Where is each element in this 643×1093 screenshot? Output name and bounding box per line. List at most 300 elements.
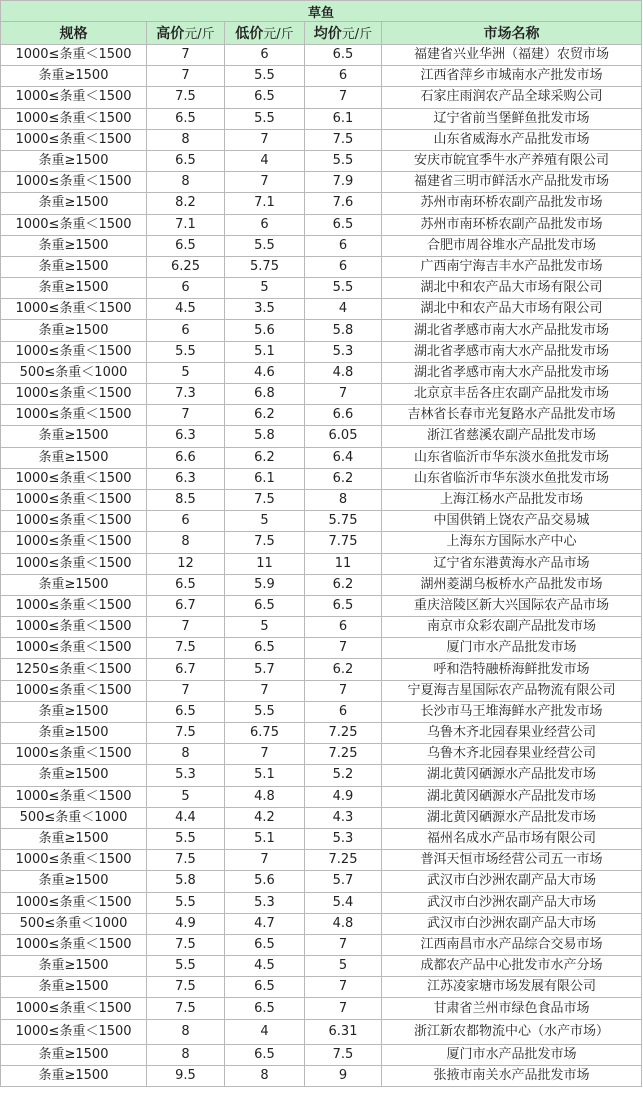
cell-avg-price: 6	[305, 235, 382, 256]
cell-high-price: 7.5	[147, 934, 225, 955]
cell-low-price: 5.8	[225, 426, 305, 447]
cell-market: 辽宁省东港黄海水产品市场	[382, 553, 642, 574]
table-row	[1, 998, 642, 1019]
table-row	[1, 489, 642, 510]
table-row	[1, 278, 642, 299]
table-row	[1, 807, 642, 828]
cell-avg-price: 6.2	[305, 468, 382, 489]
table-row	[1, 723, 642, 744]
cell-low-price: 7	[225, 680, 305, 701]
cell-avg-price: 7.5	[305, 1044, 382, 1065]
cell-avg-price: 4	[305, 299, 382, 320]
table-row	[1, 934, 642, 955]
cell-avg-price: 6.5	[305, 214, 382, 235]
cell-avg-price: 6.05	[305, 426, 382, 447]
cell-high-price: 8	[147, 172, 225, 193]
cell-spec: 条重≥1500	[1, 723, 147, 744]
cell-avg-price: 7.25	[305, 723, 382, 744]
table-row	[1, 595, 642, 616]
cell-spec: 条重≥1500	[1, 977, 147, 998]
cell-spec: 1000≤条重＜1500	[1, 934, 147, 955]
table-row	[1, 426, 642, 447]
cell-avg-price: 7.75	[305, 532, 382, 553]
cell-market: 厦门市水产品批发市场	[382, 638, 642, 659]
cell-low-price: 6.5	[225, 934, 305, 955]
cell-avg-price: 4.9	[305, 786, 382, 807]
table-row	[1, 362, 642, 383]
table-row	[1, 150, 642, 171]
table-row	[1, 913, 642, 934]
cell-avg-price: 6.2	[305, 574, 382, 595]
cell-market: 湖北中和农产品大市场有限公司	[382, 299, 642, 320]
table-row	[1, 468, 642, 489]
cell-avg-price: 4.3	[305, 807, 382, 828]
cell-low-price: 7	[225, 129, 305, 150]
cell-high-price: 4.4	[147, 807, 225, 828]
cell-spec: 条重≥1500	[1, 235, 147, 256]
cell-spec: 条重≥1500	[1, 574, 147, 595]
cell-high-price: 5	[147, 786, 225, 807]
cell-high-price: 8	[147, 1044, 225, 1065]
table-row	[1, 744, 642, 765]
table-body	[1, 45, 642, 1087]
header-high-unit: 元/斤	[184, 27, 215, 42]
cell-high-price: 8.5	[147, 489, 225, 510]
cell-market: 长沙市马王堆海鲜水产批发市场	[382, 701, 642, 722]
table-row	[1, 871, 642, 892]
cell-high-price: 12	[147, 553, 225, 574]
header-low-unit: 元/斤	[263, 27, 294, 42]
cell-market: 成都农产品中心批发市水产分场	[382, 956, 642, 977]
cell-market: 安庆市皖宜季牛水产养殖有限公司	[382, 150, 642, 171]
cell-spec: 条重≥1500	[1, 320, 147, 341]
table-row	[1, 511, 642, 532]
cell-market: 浙江新农都物流中心（水产市场）	[382, 1019, 642, 1044]
cell-low-price: 8	[225, 1065, 305, 1086]
cell-market: 张掖市南关水产品批发市场	[382, 1065, 642, 1086]
table-row	[1, 214, 642, 235]
cell-avg-price: 7	[305, 998, 382, 1019]
cell-market: 湖北黄冈硒源水产品批发市场	[382, 786, 642, 807]
table-row	[1, 172, 642, 193]
cell-spec: 条重≥1500	[1, 701, 147, 722]
cell-market: 山东省临沂市华东淡水鱼批发市场	[382, 468, 642, 489]
cell-market: 厦门市水产品批发市场	[382, 1044, 642, 1065]
cell-high-price: 7.5	[147, 87, 225, 108]
cell-market: 浙江省慈溪农副产品批发市场	[382, 426, 642, 447]
cell-low-price: 6	[225, 214, 305, 235]
cell-avg-price: 6	[305, 256, 382, 277]
cell-spec: 500≤条重＜1000	[1, 807, 147, 828]
cell-low-price: 4.5	[225, 956, 305, 977]
cell-avg-price: 6.5	[305, 595, 382, 616]
cell-market: 苏州市南环桥农副产品批发市场	[382, 214, 642, 235]
cell-market: 福建省三明市鲜活水产品批发市场	[382, 172, 642, 193]
cell-spec: 1250≤条重＜1500	[1, 659, 147, 680]
cell-market: 苏州市南环桥农副产品批发市场	[382, 193, 642, 214]
cell-high-price: 7.5	[147, 638, 225, 659]
cell-market: 呼和浩特融桥海鲜批发市场	[382, 659, 642, 680]
cell-high-price: 7.1	[147, 214, 225, 235]
cell-spec: 条重≥1500	[1, 1065, 147, 1086]
cell-spec: 条重≥1500	[1, 150, 147, 171]
cell-high-price: 5.5	[147, 956, 225, 977]
cell-high-price: 6.25	[147, 256, 225, 277]
cell-avg-price: 4.8	[305, 362, 382, 383]
cell-spec: 1000≤条重＜1500	[1, 129, 147, 150]
cell-high-price: 7	[147, 680, 225, 701]
header-market-label: 市场名称	[483, 26, 540, 42]
cell-high-price: 7.3	[147, 384, 225, 405]
cell-low-price: 6	[225, 45, 305, 66]
table-title: 草鱼	[1, 1, 642, 22]
cell-spec: 1000≤条重＜1500	[1, 998, 147, 1019]
cell-low-price: 6.8	[225, 384, 305, 405]
cell-spec: 1000≤条重＜1500	[1, 511, 147, 532]
cell-low-price: 5.1	[225, 828, 305, 849]
cell-market: 江西南昌市水产品综合交易市场	[382, 934, 642, 955]
cell-spec: 条重≥1500	[1, 447, 147, 468]
cell-avg-price: 7	[305, 638, 382, 659]
cell-high-price: 7.5	[147, 723, 225, 744]
cell-low-price: 6.1	[225, 468, 305, 489]
cell-avg-price: 5.3	[305, 341, 382, 362]
header-spec-label: 规格	[59, 26, 88, 42]
table-row	[1, 384, 642, 405]
cell-low-price: 7.5	[225, 489, 305, 510]
cell-low-price: 6.5	[225, 998, 305, 1019]
cell-low-price: 6.5	[225, 1044, 305, 1065]
table-row	[1, 574, 642, 595]
table-row	[1, 1065, 642, 1086]
cell-avg-price: 7	[305, 977, 382, 998]
cell-market: 中国供销上饶农产品交易城	[382, 511, 642, 532]
cell-high-price: 5.5	[147, 892, 225, 913]
cell-high-price: 4.9	[147, 913, 225, 934]
cell-market: 湖北中和农产品大市场有限公司	[382, 278, 642, 299]
cell-spec: 1000≤条重＜1500	[1, 595, 147, 616]
cell-market: 山东省威海水产品批发市场	[382, 129, 642, 150]
cell-market: 乌鲁木齐北园春果业经营公司	[382, 723, 642, 744]
cell-market: 江西省萍乡市城南水产批发市场	[382, 66, 642, 87]
cell-avg-price: 6.2	[305, 659, 382, 680]
cell-spec: 1000≤条重＜1500	[1, 1019, 147, 1044]
table-row	[1, 87, 642, 108]
cell-spec: 1000≤条重＜1500	[1, 617, 147, 638]
cell-low-price: 5.1	[225, 341, 305, 362]
cell-high-price: 7	[147, 45, 225, 66]
header-low-label: 低价	[235, 26, 264, 42]
cell-spec: 500≤条重＜1000	[1, 362, 147, 383]
cell-market: 广西南宁海吉丰水产品批发市场	[382, 256, 642, 277]
cell-market: 北京京丰岳各庄农副产品批发市场	[382, 384, 642, 405]
cell-low-price: 7	[225, 744, 305, 765]
cell-low-price: 7.5	[225, 532, 305, 553]
cell-low-price: 7	[225, 850, 305, 871]
header-avg-price	[305, 22, 382, 45]
cell-avg-price: 7.5	[305, 129, 382, 150]
cell-low-price: 5.1	[225, 765, 305, 786]
table-row	[1, 680, 642, 701]
cell-low-price: 4.6	[225, 362, 305, 383]
cell-avg-price: 9	[305, 1065, 382, 1086]
cell-market: 武汉市白沙洲农副产品大市场	[382, 913, 642, 934]
table-row	[1, 1019, 642, 1044]
cell-avg-price: 7.25	[305, 850, 382, 871]
cell-low-price: 6.5	[225, 595, 305, 616]
table-title-row	[1, 1, 642, 22]
cell-avg-price: 5.5	[305, 150, 382, 171]
table-row	[1, 66, 642, 87]
table-row	[1, 850, 642, 871]
cell-high-price: 6.5	[147, 150, 225, 171]
cell-spec: 条重≥1500	[1, 871, 147, 892]
table-header-row	[1, 22, 642, 45]
cell-low-price: 5.6	[225, 871, 305, 892]
cell-spec: 条重≥1500	[1, 193, 147, 214]
table-row	[1, 553, 642, 574]
cell-spec: 1000≤条重＜1500	[1, 299, 147, 320]
cell-low-price: 5.9	[225, 574, 305, 595]
cell-market: 武汉市白沙洲农副产品大市场	[382, 871, 642, 892]
table-row	[1, 447, 642, 468]
table-row	[1, 256, 642, 277]
cell-avg-price: 5.8	[305, 320, 382, 341]
cell-high-price: 8	[147, 744, 225, 765]
cell-market: 吉林省长春市光复路水产品批发市场	[382, 405, 642, 426]
cell-low-price: 5.7	[225, 659, 305, 680]
cell-high-price: 7.5	[147, 998, 225, 1019]
header-market	[382, 22, 642, 45]
table-row	[1, 108, 642, 129]
cell-avg-price: 8	[305, 489, 382, 510]
cell-spec: 条重≥1500	[1, 256, 147, 277]
cell-market: 宁夏海吉星国际农产品物流有限公司	[382, 680, 642, 701]
cell-low-price: 4.8	[225, 786, 305, 807]
cell-high-price: 8	[147, 532, 225, 553]
cell-avg-price: 6.1	[305, 108, 382, 129]
cell-avg-price: 7	[305, 87, 382, 108]
cell-spec: 条重≥1500	[1, 1044, 147, 1065]
cell-low-price: 4.7	[225, 913, 305, 934]
cell-spec: 1000≤条重＜1500	[1, 468, 147, 489]
cell-avg-price: 6.4	[305, 447, 382, 468]
cell-high-price: 7.5	[147, 977, 225, 998]
cell-high-price: 7	[147, 617, 225, 638]
header-high-label: 高价	[156, 26, 185, 42]
cell-spec: 1000≤条重＜1500	[1, 172, 147, 193]
cell-low-price: 5.5	[225, 701, 305, 722]
cell-market: 福州名成水产品市场有限公司	[382, 828, 642, 849]
table-row	[1, 828, 642, 849]
cell-avg-price: 5.3	[305, 828, 382, 849]
cell-market: 乌鲁木齐北园春果业经营公司	[382, 744, 642, 765]
cell-low-price: 5	[225, 511, 305, 532]
cell-high-price: 6.3	[147, 426, 225, 447]
table-row	[1, 45, 642, 66]
header-avg-unit: 元/斤	[341, 27, 373, 42]
table-row	[1, 532, 642, 553]
cell-avg-price: 6.31	[305, 1019, 382, 1044]
cell-avg-price: 7	[305, 384, 382, 405]
cell-low-price: 7	[225, 172, 305, 193]
table-row	[1, 617, 642, 638]
cell-avg-price: 7.9	[305, 172, 382, 193]
cell-low-price: 5	[225, 617, 305, 638]
cell-low-price: 6.2	[225, 447, 305, 468]
cell-low-price: 3.5	[225, 299, 305, 320]
cell-low-price: 11	[225, 553, 305, 574]
header-spec	[1, 22, 147, 45]
table-row	[1, 659, 642, 680]
cell-low-price: 5.5	[225, 108, 305, 129]
cell-avg-price: 6.6	[305, 405, 382, 426]
cell-low-price: 6.5	[225, 638, 305, 659]
cell-market: 重庆涪陵区新大兴国际农产品市场	[382, 595, 642, 616]
cell-high-price: 4.5	[147, 299, 225, 320]
cell-low-price: 6.2	[225, 405, 305, 426]
cell-high-price: 5.3	[147, 765, 225, 786]
cell-avg-price: 6	[305, 66, 382, 87]
cell-low-price: 5.5	[225, 66, 305, 87]
cell-spec: 1000≤条重＜1500	[1, 384, 147, 405]
cell-spec: 条重≥1500	[1, 956, 147, 977]
cell-high-price: 6	[147, 511, 225, 532]
cell-avg-price: 4.8	[305, 913, 382, 934]
cell-avg-price: 6.5	[305, 45, 382, 66]
cell-market: 辽宁省前当堡鲜鱼批发市场	[382, 108, 642, 129]
cell-high-price: 6.6	[147, 447, 225, 468]
cell-spec: 1000≤条重＜1500	[1, 786, 147, 807]
cell-high-price: 7	[147, 405, 225, 426]
cell-high-price: 8	[147, 129, 225, 150]
table-row	[1, 977, 642, 998]
table-row	[1, 405, 642, 426]
table-row	[1, 235, 642, 256]
cell-avg-price: 5	[305, 956, 382, 977]
cell-market: 合肥市周谷堆水产品批发市场	[382, 235, 642, 256]
cell-spec: 1000≤条重＜1500	[1, 405, 147, 426]
cell-spec: 1000≤条重＜1500	[1, 87, 147, 108]
cell-spec: 1000≤条重＜1500	[1, 532, 147, 553]
cell-low-price: 4.2	[225, 807, 305, 828]
cell-market: 湖北省孝感市南大水产品批发市场	[382, 320, 642, 341]
cell-high-price: 8	[147, 1019, 225, 1044]
cell-avg-price: 7.6	[305, 193, 382, 214]
cell-low-price: 7.1	[225, 193, 305, 214]
header-low-price	[225, 22, 305, 45]
cell-high-price: 5	[147, 362, 225, 383]
cell-high-price: 6.5	[147, 701, 225, 722]
cell-avg-price: 6	[305, 617, 382, 638]
cell-market: 甘肃省兰州市绿色食品市场	[382, 998, 642, 1019]
table-row	[1, 956, 642, 977]
cell-spec: 条重≥1500	[1, 426, 147, 447]
cell-avg-price: 7.25	[305, 744, 382, 765]
cell-market: 上海江杨水产品批发市场	[382, 489, 642, 510]
cell-high-price: 5.5	[147, 341, 225, 362]
cell-low-price: 5.75	[225, 256, 305, 277]
cell-low-price: 5.6	[225, 320, 305, 341]
cell-high-price: 6	[147, 320, 225, 341]
table-row	[1, 701, 642, 722]
cell-high-price: 6	[147, 278, 225, 299]
cell-spec: 条重≥1500	[1, 828, 147, 849]
cell-spec: 1000≤条重＜1500	[1, 341, 147, 362]
cell-high-price: 6.7	[147, 595, 225, 616]
cell-high-price: 5.5	[147, 828, 225, 849]
cell-avg-price: 6	[305, 701, 382, 722]
cell-spec: 条重≥1500	[1, 66, 147, 87]
table-row	[1, 129, 642, 150]
cell-avg-price: 5.2	[305, 765, 382, 786]
cell-high-price: 6.3	[147, 468, 225, 489]
cell-spec: 500≤条重＜1000	[1, 913, 147, 934]
cell-high-price: 9.5	[147, 1065, 225, 1086]
cell-avg-price: 7	[305, 934, 382, 955]
cell-avg-price: 5.5	[305, 278, 382, 299]
cell-spec: 条重≥1500	[1, 278, 147, 299]
cell-high-price: 7.5	[147, 850, 225, 871]
cell-market: 福建省兴业华洲（福建）农贸市场	[382, 45, 642, 66]
cell-market: 湖北省孝感市南大水产品批发市场	[382, 362, 642, 383]
cell-avg-price: 5.7	[305, 871, 382, 892]
cell-spec: 1000≤条重＜1500	[1, 680, 147, 701]
cell-low-price: 5	[225, 278, 305, 299]
table-row	[1, 638, 642, 659]
cell-avg-price: 11	[305, 553, 382, 574]
cell-high-price: 6.5	[147, 108, 225, 129]
table-row	[1, 765, 642, 786]
cell-low-price: 4	[225, 1019, 305, 1044]
cell-market: 江苏凌家塘市场发展有限公司	[382, 977, 642, 998]
table-row	[1, 299, 642, 320]
cell-low-price: 6.75	[225, 723, 305, 744]
cell-spec: 1000≤条重＜1500	[1, 892, 147, 913]
cell-low-price: 6.5	[225, 87, 305, 108]
cell-high-price: 7	[147, 66, 225, 87]
table-row	[1, 786, 642, 807]
cell-spec: 1000≤条重＜1500	[1, 553, 147, 574]
header-high-price	[147, 22, 225, 45]
cell-low-price: 5.5	[225, 235, 305, 256]
cell-high-price: 6.5	[147, 235, 225, 256]
cell-spec: 1000≤条重＜1500	[1, 489, 147, 510]
cell-market: 武汉市白沙洲农副产品大市场	[382, 892, 642, 913]
table-row	[1, 193, 642, 214]
cell-spec: 1000≤条重＜1500	[1, 850, 147, 871]
cell-market: 石家庄雨润农产品全球采购公司	[382, 87, 642, 108]
cell-spec: 1000≤条重＜1500	[1, 638, 147, 659]
cell-low-price: 6.5	[225, 977, 305, 998]
cell-high-price: 6.5	[147, 574, 225, 595]
cell-low-price: 5.3	[225, 892, 305, 913]
table-row	[1, 1044, 642, 1065]
cell-spec: 1000≤条重＜1500	[1, 45, 147, 66]
cell-low-price: 4	[225, 150, 305, 171]
cell-high-price: 6.7	[147, 659, 225, 680]
cell-market: 南京市众彩农副产品批发市场	[382, 617, 642, 638]
cell-spec: 1000≤条重＜1500	[1, 744, 147, 765]
table-row	[1, 341, 642, 362]
cell-market: 普洱天恒市场经营公司五一市场	[382, 850, 642, 871]
cell-market: 湖州菱湖乌板桥水产品批发市场	[382, 574, 642, 595]
cell-high-price: 5.8	[147, 871, 225, 892]
table-row	[1, 892, 642, 913]
cell-avg-price: 5.4	[305, 892, 382, 913]
cell-high-price: 8.2	[147, 193, 225, 214]
cell-market: 湖北黄冈硒源水产品批发市场	[382, 807, 642, 828]
